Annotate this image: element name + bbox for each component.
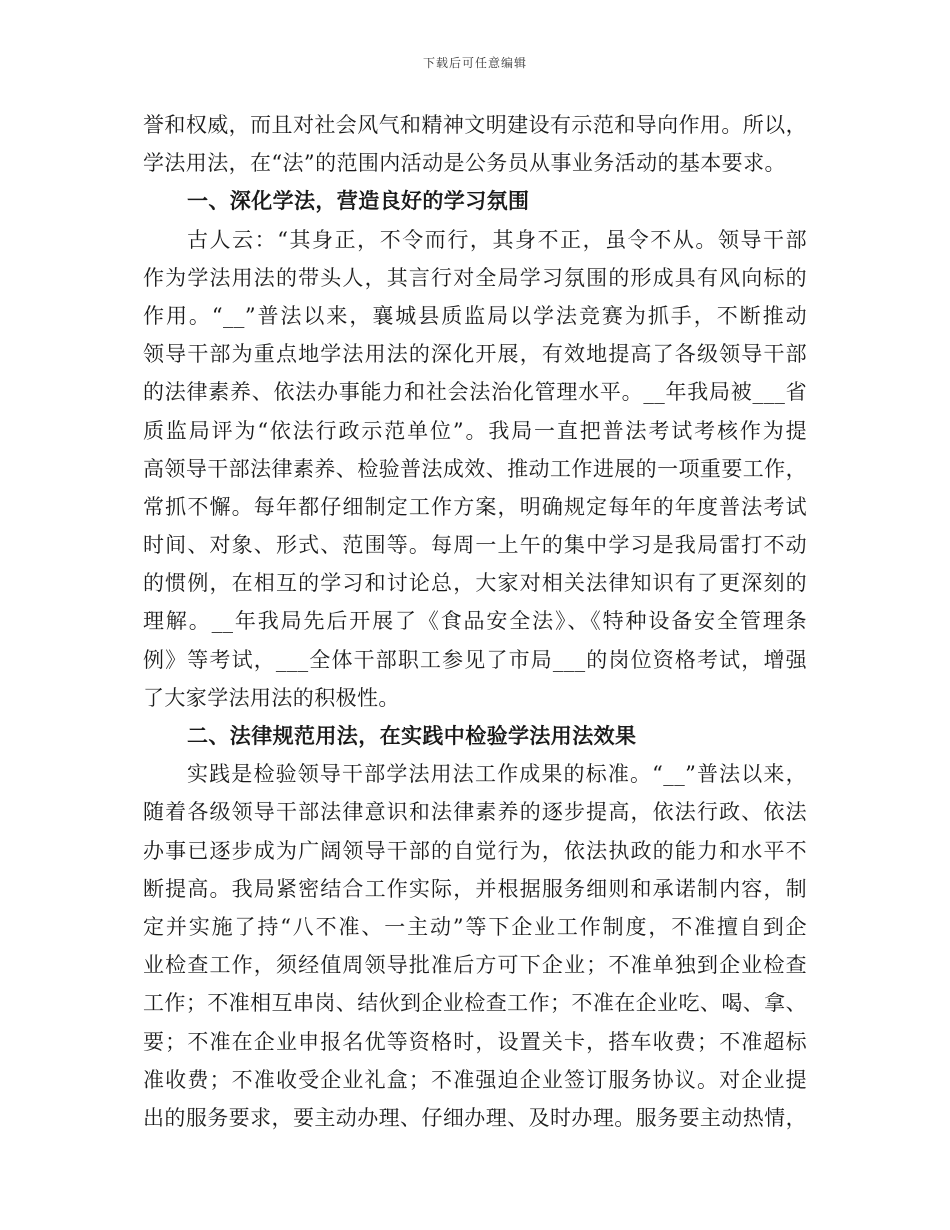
document-body (143, 106, 807, 1137)
paragraph-line: 高领导干部法律素养、检验普法成效、推动工作进展的一项重要工作， (143, 456, 807, 481)
paragraph-line: 办事已逐步成为广阔领导干部的自觉行为，依法执政的能力和水平不 (143, 838, 807, 863)
section-heading-2: 二、法律规范用法，在实践中检验学法用法效果 (187, 723, 637, 748)
paragraph-line: 作为学法用法的带头人，其言行对全局学习氛围的形成具有风向标的 (143, 265, 807, 290)
paragraph-line: 要；不准在企业申报名优等资格时，设置关卡，搭车收费；不准超标 (143, 1029, 807, 1054)
paragraph-line: 断提高。我局紧密结合工作实际，并根据服务细则和承诺制内容，制 (143, 876, 807, 901)
paragraph-line: 时间、对象、形式、范围等。每周一上午的集中学习是我局雷打不动 (143, 533, 807, 558)
paragraph-line: 工作；不准相互串岗、结伙到企业检查工作；不准在企业吃、喝、拿、 (143, 991, 807, 1016)
paragraph-line: 古人云：“其身正，不令而行，其身不正，虽令不从。领导干部 (187, 227, 807, 252)
paragraph-line: 誉和权威，而且对社会风气和精神文明建设有示范和导向作用。所以， (143, 113, 807, 137)
paragraph-line: 定并实施了持“八不准、一主动”等下企业工作制度，不准擅自到企 (143, 914, 807, 939)
paragraph-line: 的惯例，在相互的学习和讨论总，大家对相关法律知识有了更深刻的 (143, 571, 807, 596)
paragraph-line: 业检查工作，须经值周领导批准后方可下企业；不准单独到企业检查 (143, 953, 807, 978)
section-heading-1: 一、深化学法，营造良好的学习氛围 (187, 188, 530, 214)
paragraph-line: 质监局评为“依法行政示范单位”。我局一直把普法考试考核作为提 (143, 418, 807, 443)
paragraph-line: 常抓不懈。每年都仔细制定工作方案，明确规定每年的年度普法考试 (143, 494, 807, 519)
paragraph-line: 了大家学法用法的积极性。 (143, 685, 400, 710)
paragraph-line: 作用。“__”普法以来，襄城县质监局以学法竞赛为抓手，不断推动 (143, 303, 807, 328)
paragraph-line: 领导干部为重点地学法用法的深化开展，有效地提高了各级领导干部 (143, 342, 807, 367)
paragraph-line: 学法用法，在“法”的范围内活动是公务员从事业务活动的基本要求。 (143, 151, 786, 176)
paragraph-line: 随着各级领导干部法律意识和法律素养的逐步提高，依法行政、依法 (143, 800, 807, 825)
paragraph-line: 实践是检验领导干部学法用法工作成果的标准。“__”普法以来， (187, 762, 807, 787)
page-header: 下载后可任意编辑 (422, 56, 527, 70)
paragraph-line: 出的服务要求，要主动办理、仔细办理、及时办理。服务要主动热情， (143, 1105, 807, 1130)
paragraph-line: 准收费；不准收受企业礼盒；不准强迫企业签订服务协议。对企业提 (143, 1067, 807, 1092)
paragraph-line: 的法律素养、依法办事能力和社会法治化管理水平。__年我局被___省 (143, 380, 807, 405)
paragraph-line: 例》等考试，___全体干部职工参见了市局___的岗位资格考试，增强 (143, 647, 807, 672)
paragraph-line: 理解。__年我局先后开展了《食品安全法》、《特种设备安全管理条 (143, 609, 807, 634)
